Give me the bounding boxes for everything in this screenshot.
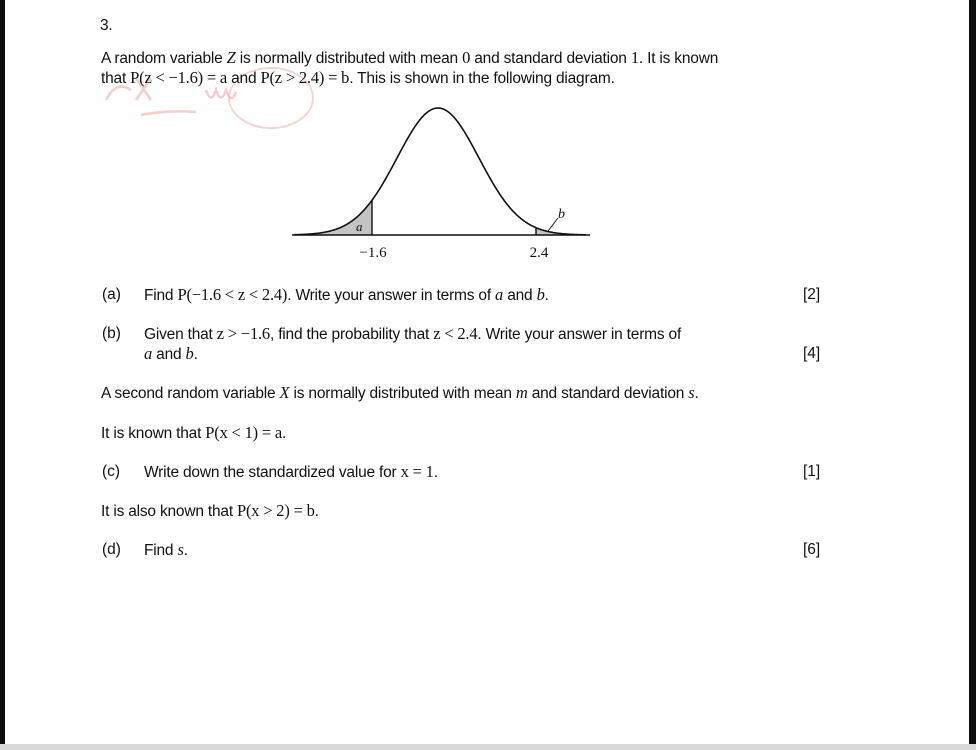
left-screen-edge: [0, 0, 5, 750]
part-a-marks: [2]: [803, 286, 821, 303]
label-b: b: [558, 207, 565, 222]
label-a: a: [356, 219, 363, 234]
part-c-label: (c): [102, 463, 121, 480]
b-pointer-line: [548, 218, 558, 231]
bell-curve: [294, 108, 586, 235]
question-number: 3.: [100, 17, 113, 34]
part-d-text: Find s.: [144, 540, 188, 559]
right-screen-edge: [969, 0, 976, 750]
part-b-marks: [4]: [803, 345, 821, 362]
part-b-label: (b): [102, 325, 121, 342]
normal-curve-diagram: [290, 100, 596, 265]
tick-label-right: 2.4: [529, 245, 549, 261]
part-c-text: Write down the standardized value for x = 1.: [144, 462, 438, 481]
part-a-label: (a): [102, 286, 121, 303]
part-b-text-line-2: a and b.: [144, 344, 198, 363]
part-c-marks: [1]: [803, 463, 821, 480]
part-d-marks: [6]: [803, 541, 821, 558]
prob-b-expression: P(z > 2.4) = b: [260, 68, 350, 87]
intro-line-1: A random variable Z is normally distributed with mean 0 and standard deviation 1. It is known: [101, 48, 719, 67]
part-a-text: Find P(−1.6 < z < 2.4). Write your answer in terms of a and b.: [144, 285, 549, 304]
prob-a-expression: P(z < −1.6) = a: [130, 68, 228, 87]
second-variable-text: A second random variable X is normally distributed with mean m and standard deviation s.: [101, 383, 699, 402]
tick-label-left: −1.6: [359, 245, 387, 261]
known-fact-1: It is known that P(x < 1) = a.: [101, 423, 287, 442]
intro-line-2: that P(z < −1.6) = a and P(z > 2.4) = b. This is shown in the following diagram.: [101, 68, 615, 87]
bottom-screen-edge: [0, 744, 976, 750]
part-d-label: (d): [102, 541, 121, 558]
part-b-text-line-1: Given that z > −1.6, find the probability that z < 2.4. Write your answer in terms of: [144, 324, 682, 343]
known-fact-2: It is also known that P(x > 2) = b.: [101, 501, 319, 520]
